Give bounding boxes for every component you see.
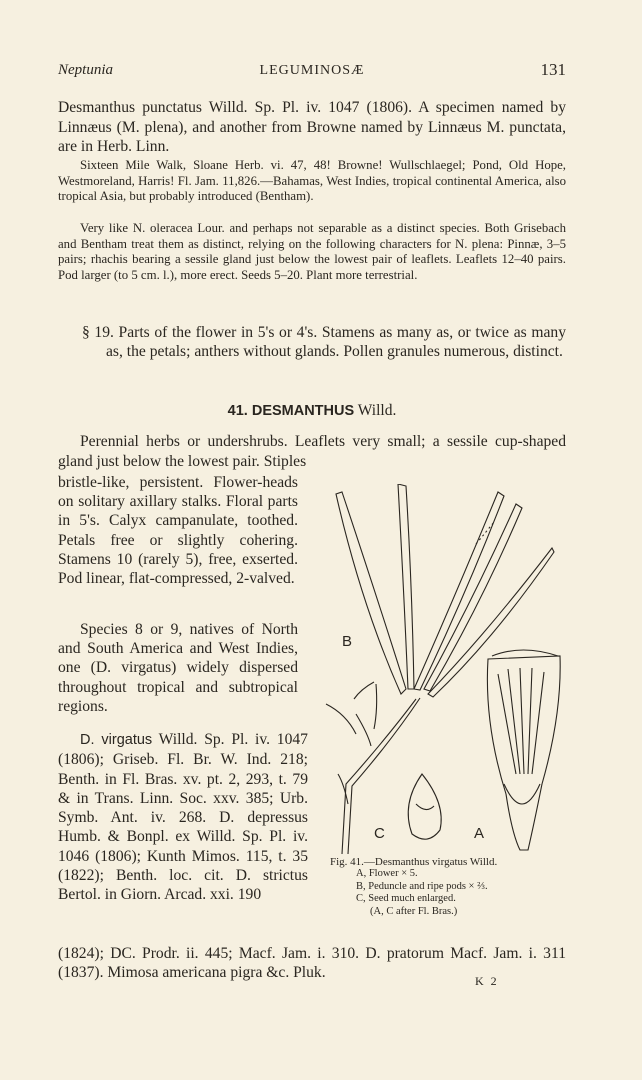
caption-line-c: C, Seed much enlarged.	[356, 893, 456, 905]
genus-description-lead: Perennial herbs or undershrubs. Leaflets very small; a sessile cup-shaped gland just below the lowest pair. Stiples	[58, 433, 566, 470]
running-head	[58, 62, 566, 84]
figure-label-c: C	[374, 825, 385, 842]
species-synonymy: Willd. Sp. Pl. iv. 1047 (1806); Griseb. Fl. Br. W. Ind. 218; Benth. in Fl. Bras. xv. pt. 2, 293, t. 79 & in Trans. Linn. Soc. xxv. 385; Urb. Symb. Ant. iv. 268. D. depressus Humb. & Bonpl. ex Willd. Sp. Pl. iv. 1046 (1806); Kunth Mimos. 115, t. 35 (1822); Benth. loc. cit. D. strictus Bertol. in Giorn. Arcad. xxi. 190	[58, 731, 308, 904]
caption-title: Fig. 41.—Desmanthus virgatus Willd.	[330, 856, 498, 868]
key-paragraph: § 19. Parts of the flower in 5's or 4's. Stamens as many as, or twice as many as, the petals; anthers without glands. Pollen granules numerous, distinct.	[82, 324, 566, 360]
figure-label-a: A	[474, 825, 485, 842]
pod-1	[336, 492, 406, 694]
caption-line-source: (A, C after Fl. Bras.)	[370, 905, 458, 917]
genus-description: bristle-like, persistent. Flower-heads on solitary axillary stalks. Floral parts in 5's. Calyx campanulate, toothed. Petals free or slightly cohering. Stamens 10 (rarely 5), free, exserted. Pod linear, flat-compressed, 2-valved.	[58, 474, 298, 588]
caption-line-b: B, Peduncle and ripe pods × ⅔.	[356, 880, 488, 892]
seed	[408, 774, 441, 839]
species-name: D. virgatus	[80, 732, 153, 748]
species-entry	[58, 730, 308, 905]
intro-paragraph: Desmanthus punctatus Willd. Sp. Pl. iv. 1047 (1806). A specimen named by Linnæus (M. plena), and another from Browne named by Linnæus M. punctata, are in Herb. Linn.	[58, 99, 566, 155]
caption-line-a: A, Flower × 5.	[356, 868, 418, 880]
genus-heading	[58, 402, 566, 420]
figure-caption	[330, 856, 570, 918]
genus-name: 41. DESMANTHUS	[227, 403, 355, 419]
flower	[487, 656, 560, 850]
figure-label-b: B	[342, 633, 353, 650]
genus-author: Willd.	[357, 402, 397, 419]
genus-species-note: Species 8 or 9, natives of North and South America and West Indies, one (D. virgatus) widely dispersed throughout tropical and subtropical regions.	[58, 621, 298, 715]
pod-4	[424, 504, 522, 691]
note-paragraph: Very like N. oleracea Lour. and perhaps not separable as a distinct species. Both Grisebach and Bentham treat them as distinct, relying on the following characters for N. plena: Pinnæ, 3–5 pairs; rhachis bearing a sessile gland just below the lowest pair of leaflets. Leaflets 12–40 pairs. Pod larger (to 5 cm. l.), more erect. Seeds 5–20. Plant more terrestrial.	[58, 221, 566, 282]
page-number: 131	[540, 60, 566, 79]
pod-2	[398, 484, 414, 689]
specimen-paragraph: Sixteen Mile Walk, Sloane Herb. vi. 47, 48! Browne! Wullschlaegel; Pond, Old Hope, Westmoreland, Harris! Fl. Jam. 11,826.—Bahamas, West Indies, tropical continental America, also tropical Asia, but probably introduced (Bentham).	[58, 158, 566, 204]
species-synonymy-tail: (1824); DC. Prodr. ii. 445; Macf. Jam. i. 310. D. pratorum Macf. Jam. i. 311 (1837). Mimosa americana pigra &c. Pluk.	[58, 945, 566, 982]
botanical-figure	[316, 484, 566, 854]
running-head-left: Neptunia	[58, 62, 113, 78]
running-head-center: LEGUMINOSÆ	[259, 63, 365, 78]
signature-mark: K 2	[475, 974, 499, 988]
pod-5	[428, 548, 554, 697]
